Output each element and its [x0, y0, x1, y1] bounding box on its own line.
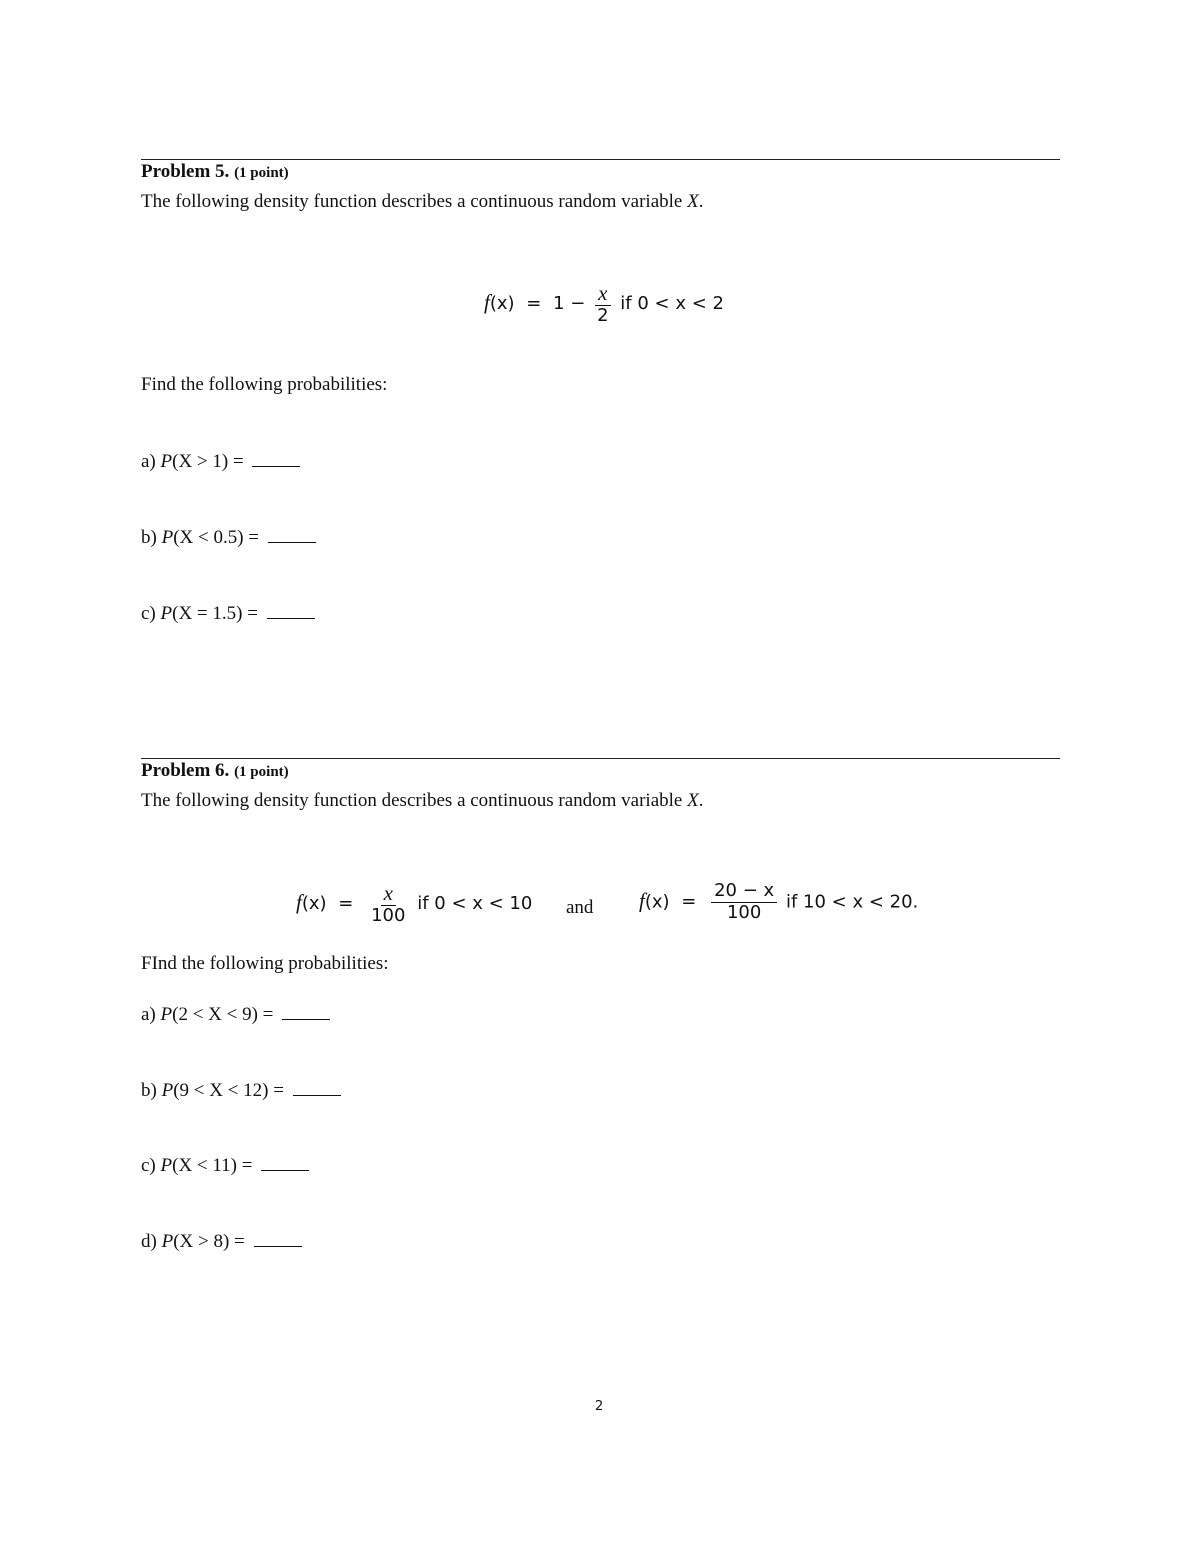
answer-blank[interactable] [282, 1018, 330, 1020]
page-number: 2 [595, 1399, 604, 1414]
part-expr: (2 < X < 9) = [172, 1004, 274, 1025]
part-expr: (X > 1) = [172, 451, 244, 472]
problem5-eq: = [526, 292, 542, 314]
part-P: P [160, 1155, 173, 1176]
problem5-part-b [141, 527, 316, 549]
problem6-and: and [566, 897, 594, 918]
problem6-frac1-den: 100 [371, 905, 406, 927]
problem5-intro-var: X [687, 191, 699, 212]
problem6-frac2-num: 20 − x [711, 882, 777, 903]
problem6-condition1: 0 < x < 10 [434, 892, 533, 914]
part-P: P [161, 527, 174, 548]
problem6-points: (1 point) [234, 764, 289, 780]
part-P: P [161, 1231, 174, 1252]
problem6-condition2: 10 < x < 20. [803, 891, 919, 913]
problem6-eq2: = [681, 891, 697, 913]
answer-blank[interactable] [267, 617, 315, 619]
problem6-f2: f [639, 888, 645, 913]
problem5-arg: (x) [489, 292, 515, 314]
problem6-part-c [141, 1155, 309, 1177]
part-label: b) [141, 527, 157, 548]
problem6-title: Problem 6. [141, 760, 230, 781]
part-label: c) [141, 603, 156, 624]
problem6-fraction2 [711, 882, 777, 923]
problem6-eq1: = [338, 892, 354, 914]
answer-blank[interactable] [293, 1094, 341, 1096]
problem6-if1: if [417, 892, 429, 914]
problem6-density1-equation [296, 882, 532, 926]
problem6-if2: if [785, 891, 798, 913]
problem5-one-minus: 1 − [553, 292, 586, 314]
problem6-arg2: (x) [644, 891, 670, 913]
problem5-frac-den: 2 [597, 305, 609, 327]
part-P: P [161, 1080, 174, 1101]
problem6-prompt: FInd the following probabilities: [141, 953, 389, 974]
problem6-part-b [141, 1080, 341, 1102]
part-label: d) [141, 1231, 157, 1252]
problem6-density2-equation [639, 882, 918, 923]
answer-blank[interactable] [254, 1245, 302, 1247]
answer-blank[interactable] [261, 1169, 309, 1171]
problem6-arg1: (x) [301, 892, 327, 914]
part-label: c) [141, 1155, 156, 1176]
problem6-intro-text: The following density function describes a continuous random variable [141, 790, 683, 811]
part-expr: (9 < X < 12) = [173, 1080, 284, 1101]
problem5-title: Problem 5. [141, 161, 230, 182]
problem5-fraction [594, 282, 611, 326]
problem6-f1: f [296, 889, 302, 914]
problem5-intro [141, 191, 703, 213]
part-P: P [160, 451, 173, 472]
problem5-part-c [141, 603, 315, 625]
problem5-frac-num: x [595, 282, 610, 306]
problem5-condition: 0 < x < 2 [637, 292, 724, 314]
problem6-frac1-num: x [381, 882, 396, 906]
problem5-intro-end: . [698, 191, 704, 212]
problem5-prompt: Find the following probabilities: [141, 374, 388, 395]
problem6-fraction1 [368, 882, 408, 926]
part-expr: (X < 0.5) = [173, 527, 259, 548]
problem6-intro-var: X [687, 790, 699, 811]
problem5-points: (1 point) [234, 165, 289, 181]
problem5-f: f [484, 289, 490, 314]
part-label: a) [141, 1004, 156, 1025]
part-P: P [160, 1004, 173, 1025]
problem6-heading [141, 760, 289, 782]
part-expr: (X < 11) = [172, 1155, 253, 1176]
answer-blank[interactable] [268, 541, 316, 543]
problem5-part-a [141, 451, 300, 473]
problem6-frac2-den: 100 [726, 901, 762, 923]
problem5-density-equation [484, 282, 724, 326]
problem5-intro-text: The following density function describes a continuous random variable [141, 191, 683, 212]
problem5-rule [141, 159, 1060, 160]
problem6-part-a [141, 1004, 330, 1026]
part-expr: (X = 1.5) = [172, 603, 258, 624]
part-P: P [160, 603, 173, 624]
problem5-heading [141, 161, 289, 183]
problem6-rule [141, 758, 1060, 759]
answer-blank[interactable] [252, 465, 300, 467]
problem6-part-d [141, 1231, 302, 1253]
problem5-if: if [620, 292, 632, 314]
part-expr: (X > 8) = [173, 1231, 245, 1252]
part-label: b) [141, 1080, 157, 1101]
part-label: a) [141, 451, 156, 472]
problem6-intro-end: . [698, 790, 704, 811]
problem6-intro [141, 790, 703, 812]
